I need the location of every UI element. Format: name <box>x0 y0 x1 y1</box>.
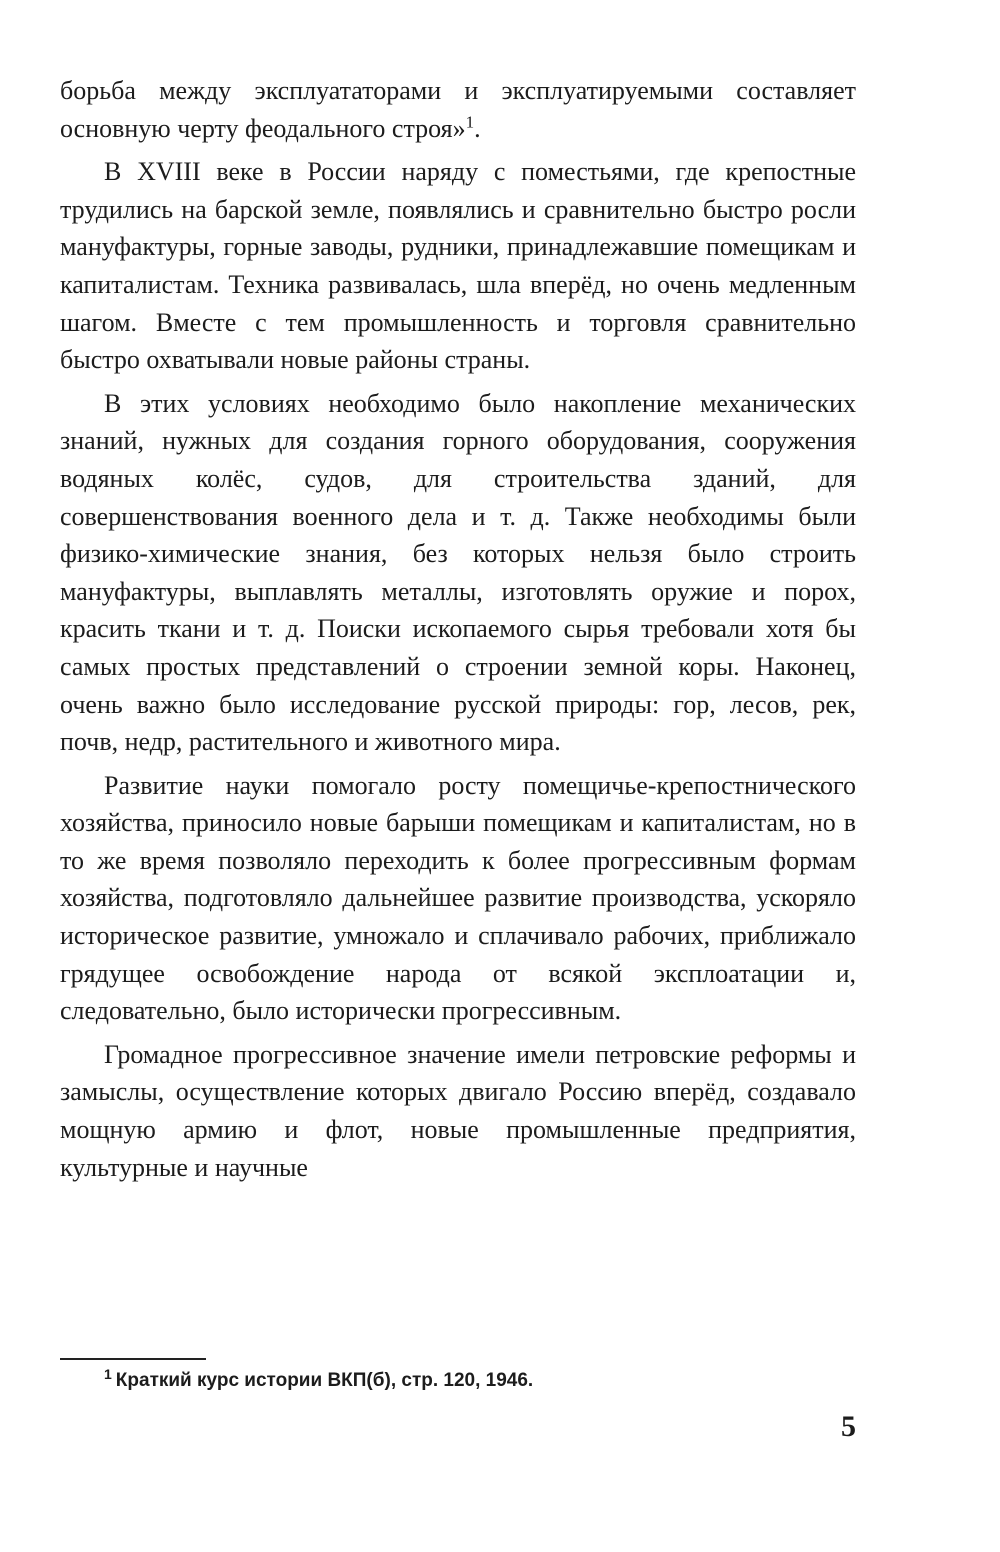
paragraph-1 <box>60 72 856 147</box>
paragraph-4: Развитие науки помогало росту помещичье-крепостнического хозяйства, приносило новые барыши помещикам и капиталистам, но в то же время позволяло переходить к более прогрессивным формам хозяйства, подготовляло дальнейшее развитие производства, ускоряло историческое развитие, умножало и сплачивало рабочих, приближало грядущее освобождение народа от всякой эксплоатации и, следовательно, было исторически прогрессивным. <box>60 770 856 1026</box>
paragraph-3: В этих условиях необходимо было накопление механических знаний, нужных для создания горного оборудования, сооружения водяных колёс, судов, для строительства зданий, для совершенствования военного дела и т. д. Также необходимы были физико-химические знания, без которых нельзя было строить мануфактуры, выплавлять металлы, изготовлять оружие и порох, красить ткани и т. д. Поиски ископаемого сырья требовали хотя бы самых простых представлений о строении земной коры. Наконец, очень важно было исследование русской природы: гор, лесов, рек, почв, недр, растительного и животного мира. <box>60 388 856 757</box>
footnote-mark: 1 <box>104 1365 112 1382</box>
paragraph-5: Громадное прогрессивное значение имели петровские реформы и замыслы, осуществление которых двигало Россию вперёд, создавало мощную армию и флот, новые промышленные предприятия, культурные и научные <box>60 1039 856 1182</box>
paragraph-1-tail: . <box>474 113 481 143</box>
page-number: 5 <box>841 1410 856 1443</box>
footnote <box>104 1365 534 1394</box>
footnote-text: Краткий курс истории ВКП(б), стр. 120, 1946. <box>115 1370 534 1391</box>
footnote-reference[interactable]: 1 <box>465 111 475 131</box>
page-body <box>60 72 856 1192</box>
paragraph-1-text: борьба между эксплуататорами и эксплуатируемыми составляет основную черту феодального строя» <box>60 76 856 143</box>
footnote-divider <box>60 1358 206 1360</box>
paragraph-2: В XVIII веке в России наряду с поместьями, где крепостные трудились на барской земле, появлялись и сравнительно быстро росли мануфактуры, горные заводы, рудники, принадлежавшие помещикам и капиталистам. Техника развивалась, шла вперёд, но очень медленным шагом. Вместе с тем промышленность и торговля сравнительно быстро охватывали новые районы страны. <box>60 157 856 375</box>
